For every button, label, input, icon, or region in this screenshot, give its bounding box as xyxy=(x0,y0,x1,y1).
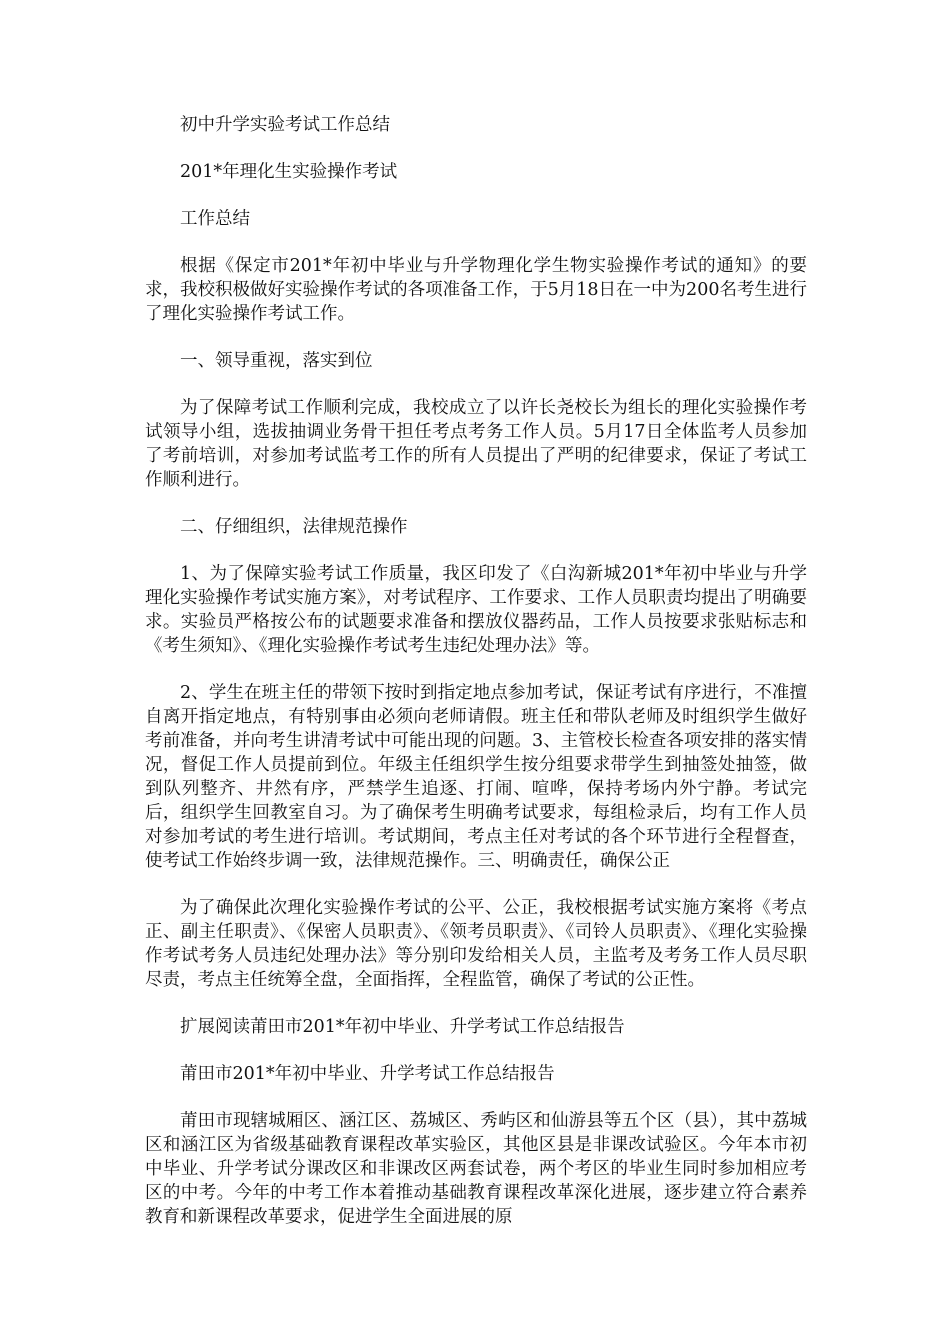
extended-reading-heading: 扩展阅读莆田市201*年初中毕业、升学考试工作总结报告 xyxy=(180,1017,625,1037)
section-body-1: 为了保障考试工作顺利完成，我校成立了以许长尧校长为组长的理化实验操作考试领导小组，选拔抽调业务骨干担任考点考务工作人员。5月17日全体监考人员参加了考前培训，对参加考试监考工作的所有人员提出了严明的纪律要求，保证了考试工作顺利进行。 xyxy=(145,398,807,490)
report-body: 莆田市现辖城厢区、涵江区、荔城区、秀屿区和仙游县等五个区（县），其中荔城区和涵江区为省级基础教育课程改革实验区，其他区县是非课改试验区。今年本市初中毕业、升学考试分课改区和非课改区两套试卷，两个考区的毕业生同时参加相应考区的中考。今年的中考工作本着推动基础教育课程改革深化进展，逐步建立符合素养教育和新课程改革要求，促进学生全面进展的原 xyxy=(145,1111,807,1227)
intro-paragraph: 根据《保定市201*年初中毕业与升学物理化学生物实验操作考试的通知》的要求，我校积极做好实验操作考试的各项准备工作，于5月18日在一中为200名考生进行了理化实验操作考试工作。 xyxy=(145,256,807,324)
section-body-3: 为了确保此次理化实验操作考试的公平、公正，我校根据考试实施方案将《考点正、副主任职责》、《保密人员职责》、《领考员职责》、《司铃人员职责》、《理化实验操作考试考务人员违纪处理办法》等分别印发给相关人员，主监考及考务工作人员尽职尽责，考点主任统筹全盘，全面指挥，全程监管，确保了考试的公正性。 xyxy=(145,898,807,990)
section-2-item-1: 1、为了保障实验考试工作质量，我区印发了《白沟新城201*年初中毕业与升学理化实验操作考试实施方案》，对考试程序、工作要求、工作人员职责均提出了明确要求。实验员严格按公布的试题要求准备和摆放仪器药品，工作人员按要求张贴标志和《考生须知》、《理化实验操作考试考生违纪处理办法》等。 xyxy=(145,564,807,656)
document-subtitle-summary: 工作总结 xyxy=(180,209,250,229)
section-heading-1: 一、领导重视，落实到位 xyxy=(180,351,373,371)
document-title: 初中升学实验考试工作总结 xyxy=(180,115,390,135)
section-2-item-2: 2、学生在班主任的带领下按时到指定地点参加考试，保证考试有序进行，不准擅自离开指定地点，有特别事由必须向老师请假。班主任和带队老师及时组织学生做好考前准备，并向考生讲清考试中可能出现的问题。3、主管校长检查各项安排的落实情况，督促工作人员提前到位。年级主任组织学生按分组要求带学生到抽签处抽签，做到队列整齐、井然有序，严禁学生追逐、打闹、喧哗，保持考场内外宁静。考试完后，组织学生回教室自习。为了确保考生明确考试要求，每组检录后，均有工作人员对参加考试的考生进行培训。考试期间，考点主任对考试的各个环节进行全程督查，使考试工作始终步调一致，法律规范操作。三、明确责任，确保公正 xyxy=(145,683,807,871)
document-subtitle: 201*年理化生实验操作考试 xyxy=(180,162,398,182)
report-title: 莆田市201*年初中毕业、升学考试工作总结报告 xyxy=(180,1064,555,1084)
section-heading-2: 二、仔细组织，法律规范操作 xyxy=(180,517,408,537)
document-page xyxy=(145,113,807,1252)
